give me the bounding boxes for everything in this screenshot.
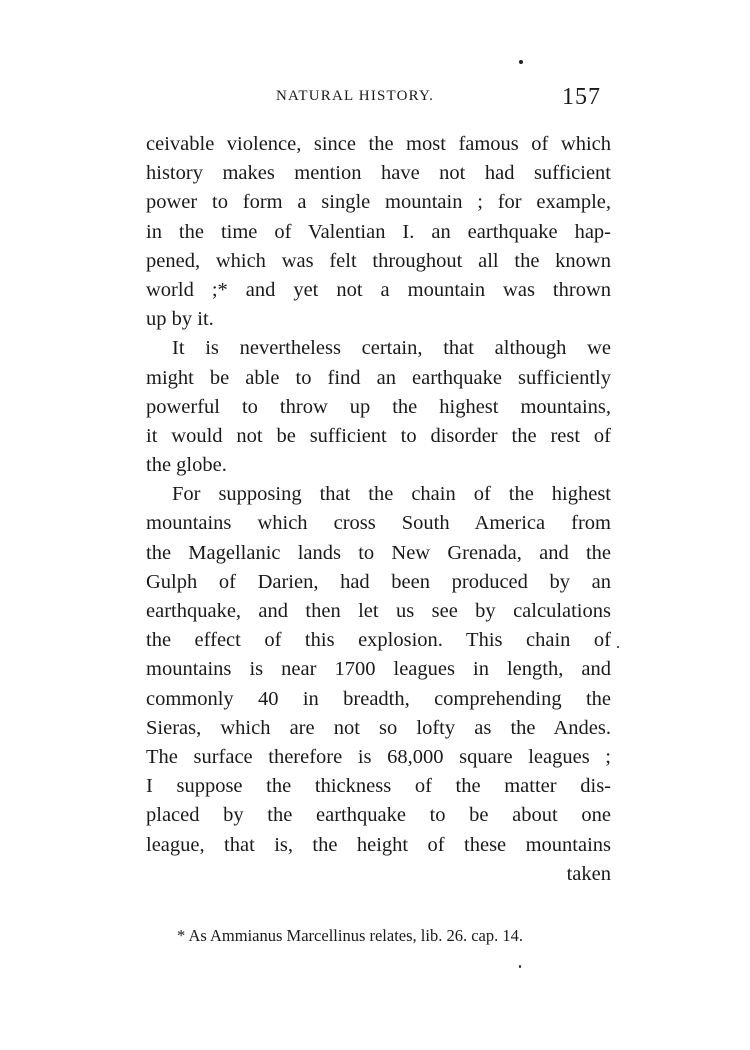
text-line: might be able to find an earthquake sufficiently: [146, 366, 611, 389]
text-line: up by it.: [146, 308, 214, 331]
text-line: It is nevertheless certain, that although we: [172, 337, 611, 360]
text-line: power to form a single mountain ; for example,: [146, 191, 611, 214]
text-line: For supposing that the chain of the highest: [172, 483, 611, 506]
text-line: history makes mention have not had sufficient: [146, 162, 611, 185]
text-line: ceivable violence, since the most famous of which: [146, 133, 611, 155]
text-line: in the time of Valentian I. an earthquake hap-: [146, 220, 611, 243]
paragraph-1: [146, 130, 611, 334]
text-line: the globe.: [146, 454, 227, 477]
text-line: earthquake, and then let us see by calculations: [146, 600, 611, 622]
text-line: I suppose the thickness of the matter dis-: [146, 775, 611, 798]
text-line: pened, which was felt throughout all the known: [146, 249, 611, 272]
paragraph-3: [146, 480, 611, 859]
paragraph-2: [146, 334, 611, 480]
text-line: mountains is near 1700 leagues in length, and: [146, 658, 611, 681]
body-text: [146, 130, 611, 889]
text-line: placed by the earthquake to be about one: [146, 804, 611, 827]
footnote: * As Ammianus Marcellinus relates, lib. 26. cap. 14.: [177, 926, 523, 945]
text-line: the Magellanic lands to New Grenada, and the: [146, 541, 611, 564]
text-line: it would not be sufficient to disorder the rest of: [146, 424, 611, 447]
text-line: the effect of this explosion. This chain of: [146, 629, 611, 652]
ink-speck: [519, 60, 523, 64]
text-line: commonly 40 in breadth, comprehending the: [146, 687, 611, 710]
text-line: world ;* and yet not a mountain was thrown: [146, 278, 611, 301]
text-line: The surface therefore is 68,000 square leagues ;: [146, 745, 611, 768]
ink-speck: [519, 965, 521, 968]
text-line: Gulph of Darien, had been produced by an: [146, 570, 611, 593]
catchword: taken: [566, 862, 611, 885]
page-number: 157: [562, 84, 601, 110]
ink-speck: [617, 646, 619, 648]
text-line: Sieras, which are not so lofty as the Andes.: [146, 716, 611, 739]
text-line: league, that is, the height of these mountains: [146, 833, 611, 856]
running-title: NATURAL HISTORY.: [276, 88, 435, 104]
text-line: mountains which cross South America from: [146, 512, 611, 535]
text-line: powerful to throw up the highest mountains,: [146, 395, 611, 418]
